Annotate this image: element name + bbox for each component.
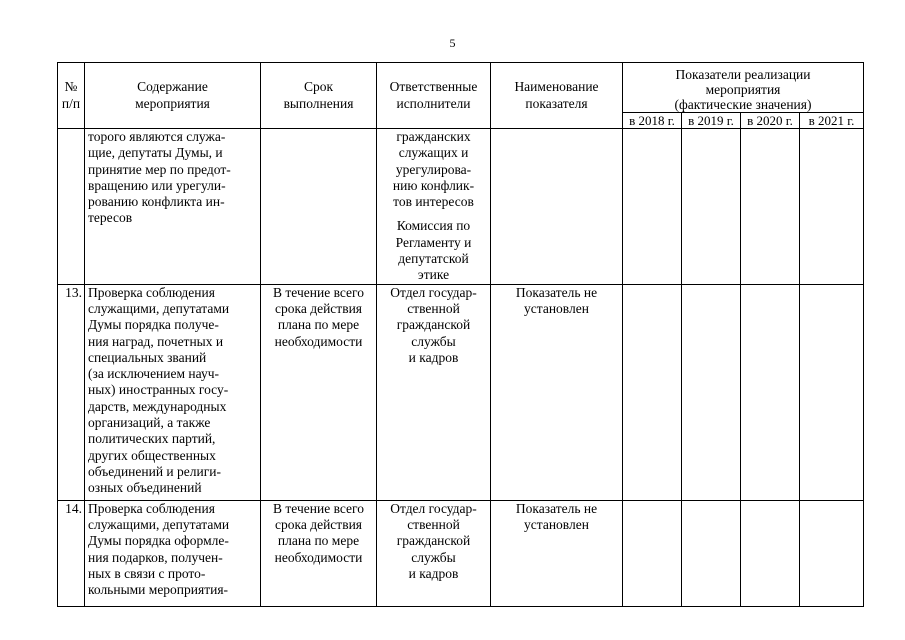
row-indicator [491, 284, 623, 500]
text-line: служащими, депутатами [88, 516, 230, 532]
text-line: Регламенту и [395, 234, 472, 250]
text-line: Показатели реализации [675, 67, 811, 82]
text-line: щие, депутаты Думы, и [88, 145, 223, 161]
text-line: установлен [524, 516, 589, 532]
text-line: ния подарков, получен- [88, 549, 223, 565]
text-line: Наименование [514, 79, 599, 95]
events-table [57, 62, 864, 607]
year-2021: в 2021 г. [800, 113, 864, 129]
text-line: выполнения [283, 95, 354, 111]
text-line: мероприятия [705, 82, 781, 97]
value-2021 [800, 284, 864, 500]
text-line: (фактические значения) [674, 97, 812, 112]
text-line: Ответственные [389, 79, 478, 95]
row-deadline [261, 129, 377, 285]
text-line: депутатской [398, 251, 469, 267]
text-line: гражданской [396, 533, 471, 549]
text-line: тересов [88, 210, 133, 226]
text-line: тов интересов [393, 194, 474, 210]
text-line: Показатель не [515, 284, 598, 300]
text-line: ных) иностранных госу- [88, 382, 229, 398]
text-line: Содержание [137, 79, 208, 95]
text-line: плана по мере [277, 533, 360, 549]
text-line: Думы порядка оформле- [88, 533, 229, 549]
row-deadline [261, 284, 377, 500]
text-line: дарств, международных [88, 398, 227, 414]
text-line: объединений и религи- [88, 463, 221, 479]
row-responsible [377, 284, 491, 500]
text-line: торого являются служа- [88, 129, 226, 144]
text-line: принятие мер по предот- [88, 161, 231, 177]
text-line: срока действия [275, 300, 362, 316]
header-deadline [261, 63, 377, 129]
text-line: ственной [407, 516, 460, 532]
text-line: В течение всего [273, 284, 364, 300]
text-line: мероприятия [135, 95, 210, 111]
value-2018 [623, 129, 682, 285]
table-row [58, 284, 864, 500]
value-2018 [623, 284, 682, 500]
text-line: и кадров [408, 349, 459, 365]
header-indicator [491, 63, 623, 129]
row-responsible [377, 129, 491, 285]
row-content [85, 500, 261, 606]
text-line: других общественных [88, 447, 216, 463]
header-content [85, 63, 261, 129]
value-2021 [800, 500, 864, 606]
text-line: исполнители [396, 95, 471, 111]
text-line: этике [417, 267, 450, 283]
text-line: специальных званий [88, 349, 207, 365]
text-line: плана по мере [277, 317, 360, 333]
text-line: Комиссия по [396, 218, 471, 234]
value-2019 [682, 500, 741, 606]
page-number: 5 [449, 36, 456, 50]
value-2019 [682, 284, 741, 500]
text-line: ных в связи с прото- [88, 565, 206, 581]
text-line: рованию конфликта ин- [88, 194, 225, 210]
text-line: № [64, 79, 78, 95]
text-line: гражданских [396, 129, 471, 144]
header-num [58, 63, 85, 129]
value-2020 [741, 129, 800, 285]
row-indicator [491, 500, 623, 606]
year-2019: в 2019 г. [682, 113, 741, 129]
text-line: В течение всего [273, 500, 364, 516]
year-2020: в 2020 г. [741, 113, 800, 129]
row-responsible [377, 500, 491, 606]
row-number [58, 129, 85, 285]
row-content [85, 284, 261, 500]
text-line: и кадров [408, 565, 459, 581]
text-line: службы [411, 549, 456, 565]
text-line: установлен [524, 300, 589, 316]
text-line: гражданской [396, 317, 471, 333]
text-line: нию конфлик- [392, 177, 475, 193]
text-line: служащих и [398, 145, 469, 161]
header-indicators-group [623, 63, 864, 113]
text-line: Срок [303, 79, 334, 95]
text-line: кольными мероприятия- [88, 582, 229, 598]
text-line: необходимости [274, 549, 363, 565]
text-line: озных объединений [88, 480, 202, 496]
row-content [85, 129, 261, 285]
year-2018: в 2018 г. [623, 113, 682, 129]
text-line: Проверка соблюдения [88, 284, 215, 300]
text-line: срока действия [275, 516, 362, 532]
text-line: п/п [61, 95, 81, 111]
header-responsible [377, 63, 491, 129]
text-line: вращению или урегули- [88, 177, 226, 193]
text-line: организаций, а также [88, 415, 211, 431]
value-2018 [623, 500, 682, 606]
text-line: ственной [407, 300, 460, 316]
value-2020 [741, 500, 800, 606]
value-2019 [682, 129, 741, 285]
text-line: Проверка соблюдения [88, 500, 215, 516]
table-row [58, 500, 864, 606]
row-number: 13. [58, 284, 85, 500]
text-line: служащими, депутатами [88, 300, 230, 316]
row-indicator [491, 129, 623, 285]
text-line: (за исключением науч- [88, 366, 219, 382]
text-line: ния наград, почетных и [88, 333, 224, 349]
text-line: необходимости [274, 333, 363, 349]
text-line: службы [411, 333, 456, 349]
row-deadline [261, 500, 377, 606]
text-line: Показатель не [515, 500, 598, 516]
text-line: показателя [525, 95, 588, 111]
row-responsible-extra [380, 218, 487, 283]
value-2021 [800, 129, 864, 285]
table-row [58, 129, 864, 285]
text-line: политических партий, [88, 431, 216, 447]
text-line: Отдел государ- [390, 284, 477, 300]
text-line: урегулирова- [395, 161, 472, 177]
row-number: 14. [58, 500, 85, 606]
value-2020 [741, 284, 800, 500]
text-line: Отдел государ- [390, 500, 477, 516]
text-line: Думы порядка получе- [88, 317, 219, 333]
